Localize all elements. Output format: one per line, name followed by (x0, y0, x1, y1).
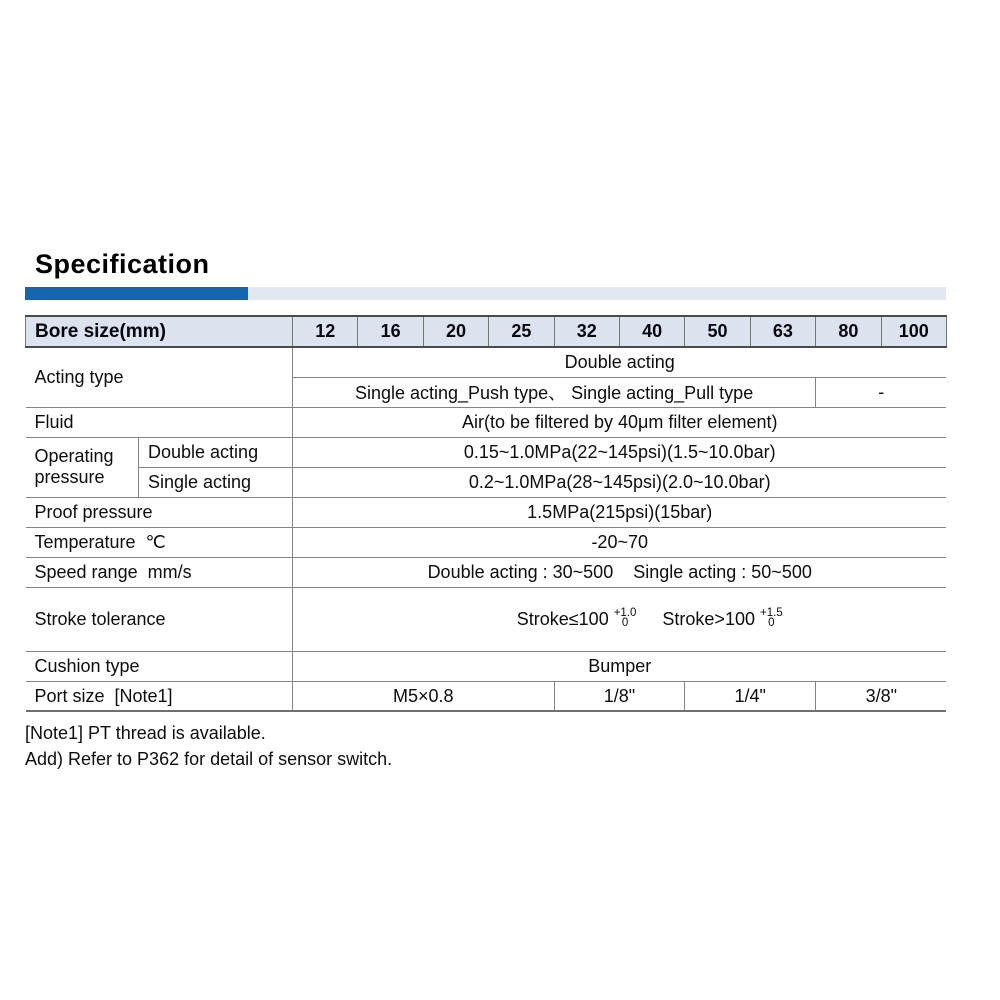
stroke-tolerance-part2: Stroke>100 (662, 608, 755, 629)
cushion-type-row (26, 651, 947, 681)
cushion-type-value: Bumper (293, 651, 947, 681)
speed-range-label: Speed range mm/s (26, 557, 293, 587)
operating-pressure-double-value: 0.15~1.0MPa(22~145psi)(1.5~10.0bar) (293, 437, 947, 467)
page-title: Specification (35, 249, 210, 279)
operating-pressure-row-single (26, 467, 947, 497)
stroke-tolerance-label: Stroke tolerance (26, 587, 293, 651)
operating-pressure-double-label: Double acting (139, 437, 293, 467)
fluid-value: Air(to be filtered by 40μm filter element) (293, 407, 947, 437)
temperature-row (26, 527, 947, 557)
bore-header-cell-20: 20 (423, 316, 488, 347)
proof-pressure-label: Proof pressure (26, 497, 293, 527)
bore-header-cell-40: 40 (619, 316, 684, 347)
footnote-2: Add) Refer to P362 for detail of sensor switch. (25, 749, 393, 770)
specification-table (25, 315, 947, 712)
acting-type-single-value: Single acting_Push type、 Single acting_Pull type (293, 377, 816, 407)
tolerance-lower: 0 (621, 616, 629, 629)
operating-pressure-single-label: Single acting (139, 467, 293, 497)
bore-header-cell-16: 16 (358, 316, 423, 347)
title-underline-bar (25, 287, 946, 300)
table-header-row (26, 316, 947, 347)
bore-header-cell-50: 50 (685, 316, 750, 347)
port-size-m5: M5×0.8 (293, 681, 555, 711)
operating-pressure-row-double (26, 437, 947, 467)
stroke-tolerance-part1-tolerance (614, 608, 637, 628)
port-size-quarter: 1/4" (685, 681, 816, 711)
bore-header-cell-100: 100 (881, 316, 946, 347)
proof-pressure-value: 1.5MPa(215psi)(15bar) (293, 497, 947, 527)
port-size-three-eighth: 3/8" (816, 681, 947, 711)
footnote-1: [Note1] PT thread is available. (25, 723, 266, 744)
stroke-tolerance-part1: Stroke≤100 (516, 608, 609, 629)
acting-type-single-na: - (816, 377, 947, 407)
fluid-row (26, 407, 947, 437)
stroke-tolerance-part2-tolerance (760, 608, 783, 628)
bore-header-cell-12: 12 (293, 316, 358, 347)
speed-range-value: Double acting : 30~500 Single acting : 50~500 (293, 557, 947, 587)
acting-type-row-double (26, 347, 947, 377)
bore-header-cell-80: 80 (816, 316, 881, 347)
bore-header-cell-32: 32 (554, 316, 619, 347)
spec-content (25, 248, 946, 772)
acting-type-label: Acting type (26, 347, 293, 407)
port-size-eighth: 1/8" (554, 681, 685, 711)
bore-size-header-cell: Bore size(mm) (26, 316, 293, 347)
port-size-row (26, 681, 947, 711)
stroke-tolerance-value (293, 587, 947, 651)
temperature-label: Temperature ℃ (26, 527, 293, 557)
tolerance-upper: +1.0 (613, 606, 637, 619)
speed-range-row (26, 557, 947, 587)
fluid-label: Fluid (26, 407, 293, 437)
bore-header-cell-25: 25 (489, 316, 554, 347)
bore-header-cell-63: 63 (750, 316, 815, 347)
operating-pressure-label: Operating pressure (26, 437, 139, 497)
stroke-tolerance-row (26, 587, 947, 651)
proof-pressure-row (26, 497, 947, 527)
operating-pressure-single-value: 0.2~1.0MPa(28~145psi)(2.0~10.0bar) (293, 467, 947, 497)
footnotes (25, 720, 946, 772)
acting-type-double-value: Double acting (293, 347, 947, 377)
cushion-type-label: Cushion type (26, 651, 293, 681)
tolerance-upper: +1.5 (759, 606, 783, 619)
tolerance-lower: 0 (768, 616, 775, 629)
title-underline-bar-accent (25, 287, 248, 300)
port-size-label: Port size [Note1] (26, 681, 293, 711)
temperature-value: -20~70 (293, 527, 947, 557)
